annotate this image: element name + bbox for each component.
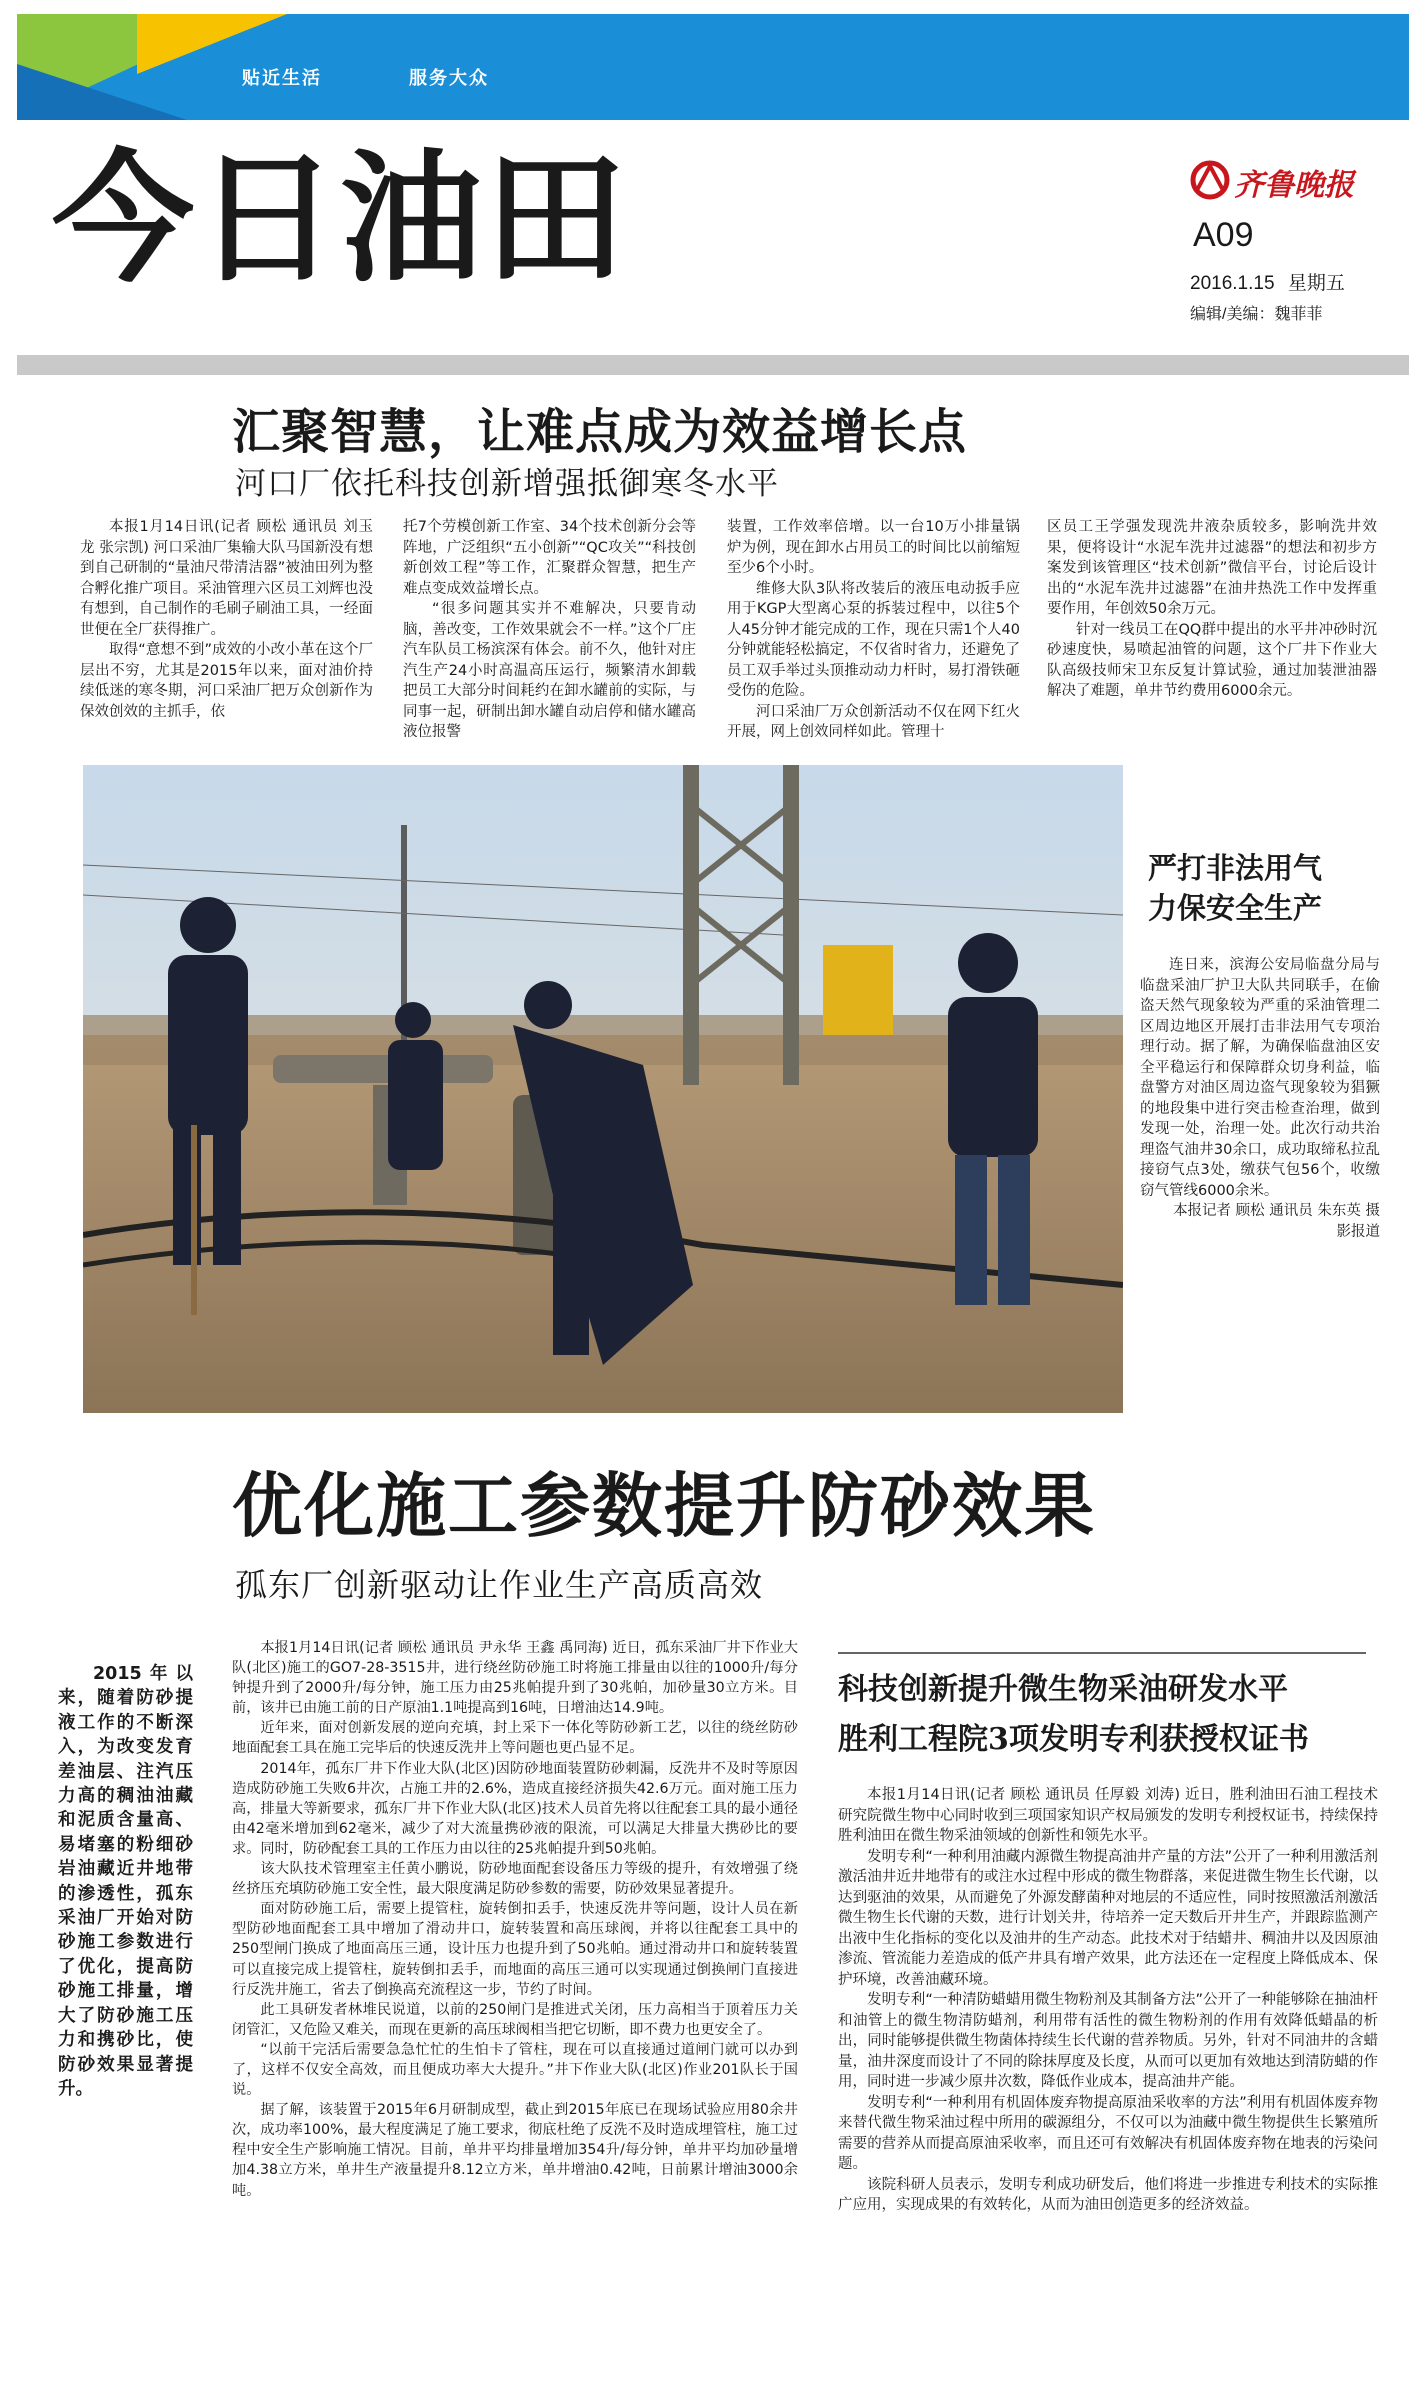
- story2-lead: [58, 1662, 193, 2101]
- banner-slogan-1: 贴近生活: [242, 68, 322, 89]
- story1-paragraph: 取得“意想不到”成效的小改小革在这个厂层出不穷，尤其是2015年以来，面对油价持续低迷的寒冬期，河口采油厂把万众创新作为保效创效的主抓手，依: [80, 642, 373, 720]
- story3-headline-line-1: 科技创新提升微生物采油研发水平: [838, 1672, 1288, 1707]
- story3-body: [838, 1785, 1378, 2216]
- story1-headline: 汇聚智慧，让难点成为效益增长点: [232, 404, 968, 460]
- page-title: 今日油田: [52, 136, 628, 302]
- story1-paragraph: 针对一线员工在QQ群中提出的水平井冲砂时沉砂速度快，易喷起油管的问题，这个厂井下作业大队高级技师宋卫东反复计算试验，通过加装泄油器解决了难题，单井节约费用6000余元。: [1047, 621, 1377, 699]
- story1-column-2: [403, 517, 696, 743]
- story2-subheadline: 孤东厂创新驱动让作业生产高质高效: [235, 1566, 764, 1604]
- story3-paragraph: 发明专利“一种利用有机固体废弃物提高原油采收率的方法”利用有机固体废弃物来替代微生物采油过程中所用的碳源组分，不仅可以为油藏中微生物提供生长繁殖所需要的营养从而提高原油采收率，而且还可有效解决有机固体废弃物在地表的污染问题。: [838, 2094, 1378, 2172]
- story1-column-3: [727, 517, 1020, 743]
- newspaper-logo: [1188, 158, 1358, 202]
- logo-emblem-icon: [1188, 158, 1232, 202]
- story1-column-1: [80, 517, 373, 722]
- story1-paragraph: 托7个劳模创新工作室、34个技术创新分会等阵地，广泛组织“五小创新”“QC攻关”“科技创新创效工程”等工作，汇聚群众智慧，把生产难点变成效益增长点。: [403, 519, 696, 597]
- story3-rule: [838, 1652, 1366, 1654]
- story2-body: [232, 1638, 798, 2201]
- issue-date: 2016.1.15: [1190, 273, 1275, 294]
- issue-date-line: [1190, 268, 1345, 295]
- story2-paragraph: 此工具研发者林堆民说道，以前的250闸门是推进式关闭，压力高相当于顶着压力关闭管汇，又危险又难关，而现在更新的高压球阀相当把它切断，即不费力也更安全了。: [232, 2001, 798, 2038]
- sidebar-body: [1140, 955, 1380, 1242]
- story3-paragraph: 发明专利“一种利用油藏内源微生物提高油井产量的方法”公开了一种利用激活剂激活油井近井地带有的或注水过程中形成的微生物群落，来促进微生物生长代谢，以达到驱油的效果，从而避免了外源发酵菌种对地层的不适应性，同时按照激活剂激活微生物生长代谢的天数，进行计划关井，待培养一定天数后开井生产，并跟踪监测产出液中生化指标的变化以及油井的生产动态。此技术对于结蜡井、稠油井以及因原油渗流、管流能力差造成的低产井具有增产效果，此方法还在一定程度上降低成本、保护环境，改善油藏环境。: [838, 1848, 1378, 1988]
- story3-headline-line-2: 胜利工程院3项发明专利获授权证书: [838, 1722, 1309, 1757]
- sidebar-credit: 本报记者 顾松 通讯员 朱东英 摄影报道: [1173, 1203, 1380, 1240]
- story3-paragraph: 本报1月14日讯(记者 顾松 通讯员 任厚毅 刘涛) 近日，胜利油田石油工程技术研究院微生物中心同时收到三项国家知识产权局颁发的发明专利授权证书，持续保持胜利油田在微生物采油领域的创新性和领先水平。: [838, 1787, 1378, 1844]
- story1-paragraph: 河口采油厂万众创新活动不仅在网下红火开展，网上创效同样如此。管理十: [727, 703, 1020, 740]
- story3-paragraph: 发明专利“一种清防蜡蜡用微生物粉剂及其制备方法”公开了一种能够除在抽油杆和油管上的微生物清防蜡剂，利用带有活性的微生物粉剂的作用有效降低蜡晶的析出，同时能够提供微生物菌体持续生长代谢的营养物质。另外，针对不同油井的含蜡量，油井深度而设计了不同的除抹厚度及长度，从而可以更加有效地达到清防蜡的作用，同时进一步减少原井次数，降低作业成本，提高油井产能。: [838, 1992, 1378, 2090]
- editor-credit: 编辑/美编：魏菲菲: [1190, 306, 1323, 323]
- sidebar-headline: [1148, 848, 1378, 928]
- masthead-divider: [17, 355, 1409, 375]
- sidebar-headline-line-2: 力保安全生产: [1148, 891, 1323, 925]
- logo-text: 齐鲁晚报: [1234, 168, 1354, 203]
- story2-paragraph: 近年来，面对创新发展的逆向充填，封上采下一体化等防砂新工艺，以往的绕丝防砂地面配套工具在施工完毕后的快速反洗井上等问题也更凸显不足。: [232, 1720, 798, 1757]
- story1-paragraph: 本报1月14日讯(记者 顾松 通讯员 刘玉龙 张宗凯) 河口采油厂集输大队马国新没有想到自己研制的“量油尺带清洁器”被油田列为整合孵化推广项目。采油管理六区员工刘辉也没有想到，自己制作的毛刷子刷油工具，一经面世便在全厂获得推广。: [80, 519, 373, 638]
- story3-headline: [838, 1665, 1378, 1765]
- story3-paragraph: 该院科研人员表示，发明专利成功研发后，他们将进一步推进专利技术的实际推广应用，实现成果的有效转化，从而为油田创造更多的经济效益。: [838, 2176, 1378, 2213]
- story2-paragraph: 本报1月14日讯(记者 顾松 通讯员 尹永华 王鑫 禹同海) 近日，孤东采油厂井下作业大队(北区)施工的GO7-28-3515井，进行绕丝防砂施工时将施工排量由以往的1000升/每分钟提升到了2000升/每分钟，施工压力由25兆帕提升到了30兆帕，加砂量30立方米。目前，该井已由施工前的日产原油1.1吨提高到16吨，日增油达14.9吨。: [232, 1640, 798, 1717]
- issue-weekday: 星期五: [1287, 273, 1345, 294]
- story2-paragraph: 该大队技术管理室主任黄小鹏说，防砂地面配套设备压力等级的提升，有效增强了绕丝挤压充填防砂施工安全性，最大限度满足防砂参数的需要，防砂效果显著提升。: [232, 1861, 798, 1898]
- story1-paragraph: 装置，工作效率倍增。以一台10万小排量锅炉为例，现在卸水占用员工的时间比以前缩短至少6个小时。: [727, 519, 1020, 576]
- story1-paragraph: “很多问题其实并不难解决，只要肯动脑，善改变，工作效果就会不一样。”这个厂庄汽车队员工杨滨深有体会。前不久，他针对庄汽生产24小时高温高压运行，频繁清水卸载把员工大部分时间耗约在卸水罐前的实际，与同事一起，研制出卸水罐自动启停和储水罐高液位报警: [403, 601, 696, 740]
- story2-paragraph: 面对防砂施工后，需要上提管柱，旋转倒扣丢手，快速反洗井等问题，设计人员在新型防砂地面配套工具中增加了滑动井口，旋转装置和高压球阀，并将以往配套工具中的250型闸门换成了地面高压三通，设计压力也提升到了50兆帕。通过滑动井口和旋转装置可以直接完成上提管柱，旋转倒扣丢手，而地面的高压三通可以实现通过倒换闸门直接进行反洗井施工，省去了倒换高充流程这一步，节约了时间。: [232, 1901, 798, 1998]
- story2-paragraph: 据了解，该装置于2015年6月研制成型，截止到2015年底已在现场试验应用80余井次，成功率100%，最大程度满足了施工要求，彻底杜绝了反洗不及时造成埋管柱，施工过程中安全生产影响施工情况。目前，单井平均排量增加354升/每分钟，单井平均加砂量增加4.38立方米，单井生产液量提升8.12立方米，单井增油0.42吨，日前累计增油3000余吨。: [232, 2102, 798, 2199]
- story1-paragraph: 区员工王学强发现洗井液杂质较多，影响洗井效果，便将设计“水泥车洗井过滤器”的想法和初步方案发到该管理区“技术创新”微信平台，讨论后设计出的“水泥车洗井过滤器”在油井热洗工作中发挥重要作用，年创效50余万元。: [1047, 519, 1377, 617]
- top-banner: [17, 14, 1409, 120]
- story1-column-4: [1047, 517, 1377, 702]
- sidebar-headline-line-1: 严打非法用气: [1148, 851, 1323, 885]
- news-photo: [83, 765, 1123, 1413]
- story1-subheadline: 河口厂依托科技创新增强抵御寒冬水平: [235, 466, 779, 502]
- sidebar-paragraph: 连日来，滨海公安局临盘分局与临盘采油厂护卫大队共同联手，在偷盗天然气现象较为严重的采油管理二区周边地区开展打击非法用气专项治理行动。据了解，为确保临盘油区安全平稳运行和保障群众切身利益，临盘警方对油区周边盗气现象较为猖獗的地段集中进行突击检查治理，做到发现一处，治理一处。此次行动共治理盗气油井30余口，成功取缔私拉乱接窃气点3处，缴获气包56个，收缴窃气管线6000余米。: [1140, 957, 1380, 1199]
- story2-paragraph: “以前干完活后需要急急忙忙的生怕卡了管柱，现在可以直接通过道闸门就可以办到了，这样不仅安全高效，而且便成功率大大提升。”井下作业大队(北区)作业201队长于国说。: [232, 2041, 798, 2099]
- story1-paragraph: 维修大队3队将改装后的液压电动扳手应用于KGP大型离心泵的拆装过程中，以往5个人45分钟才能完成的工作，现在只需1个人40分钟就能轻松搞定，不仅省时省力，还避免了员工双手举过头顶推动动力杆时，易打滑铁砸受伤的危险。: [727, 580, 1020, 699]
- story2-headline: 优化施工参数提升防砂效果: [232, 1464, 1096, 1547]
- oilfield-inspection-photo: [83, 765, 1123, 1413]
- story2-paragraph: 2014年，孤东厂井下作业大队(北区)因防砂地面装置防砂刺漏，反洗井不及时等原因造成防砂施工失败6井次，占施工井的2.6%，造成直接经济损失42.6万元。面对施工压力高，排量大等新要求，孤东厂井下作业大队(北区)技术人员首先将以往配套工具的最小通径由42毫米增加到62毫米，减少了对大流量携砂液的限流，可以满足大排量大携砂比的要求。同时，防砂配套工具的工作压力由以往的25兆帕提升到50兆帕。: [232, 1760, 798, 1857]
- banner-slogan-2: 服务大众: [409, 68, 489, 89]
- story2-lead-text: 2015年以来，随着防砂提液工作的不断深入，为改变发育差油层、注汽压力高的稠油油藏和泥质含量高、易堵塞的粉细砂岩油藏近井地带的渗透性，孤东采油厂开始对防砂施工参数进行了优化，提高防砂施工排量，增大了防砂施工压力和携砂比，使防砂效果显著提升。: [58, 1664, 193, 2099]
- page-number: A09: [1193, 216, 1254, 254]
